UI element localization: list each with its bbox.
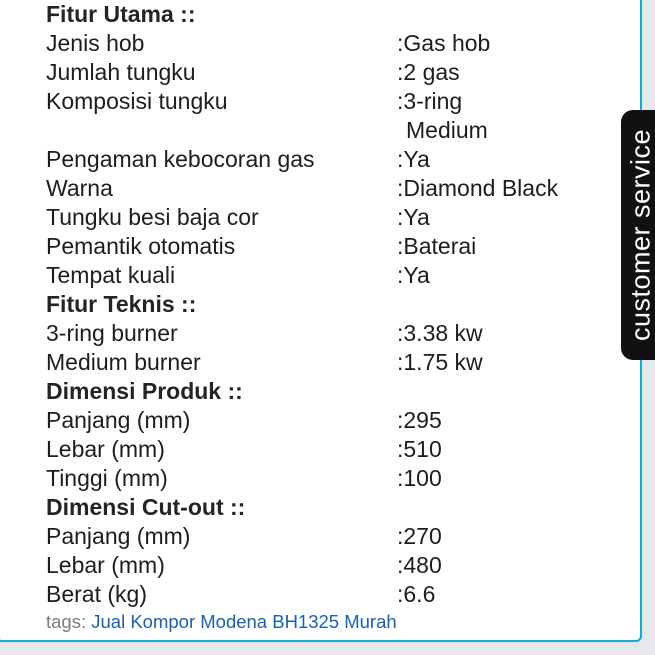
tags-label: tags:	[46, 611, 87, 632]
spec-section-heading	[46, 290, 606, 319]
spec-row	[46, 174, 606, 203]
spec-row	[46, 435, 606, 464]
spec-value: :6.6	[397, 581, 436, 607]
spec-value: Medium	[406, 117, 488, 143]
tag-link[interactable]: Jual Kompor Modena BH1325 Murah	[91, 611, 397, 632]
spec-value: :100	[397, 465, 442, 491]
spec-row	[46, 261, 606, 290]
spec-value: :270	[397, 523, 442, 549]
spec-label: Panjang (mm)	[46, 407, 191, 433]
section-title: Fitur Teknis ::	[46, 291, 197, 317]
spec-row	[46, 29, 606, 58]
spec-value: :Baterai	[397, 233, 477, 259]
spec-row	[46, 87, 606, 116]
spec-value: :Ya	[397, 262, 430, 288]
spec-label: Lebar (mm)	[46, 552, 165, 578]
spec-value: :Ya	[397, 146, 430, 172]
spec-row	[46, 406, 606, 435]
spec-value: :Ya	[397, 204, 430, 230]
spec-label: Jumlah tungku	[46, 59, 196, 85]
customer-service-label: customer service	[625, 128, 655, 342]
spec-row	[46, 522, 606, 551]
tags-line	[46, 609, 397, 635]
spec-value: :3-ring	[397, 88, 463, 114]
spec-value: :1.75 kw	[397, 349, 483, 375]
spec-label: Tungku besi baja cor	[46, 204, 259, 230]
spec-label: Medium burner	[46, 349, 201, 375]
spec-label: 3-ring burner	[46, 320, 178, 346]
spec-row	[46, 348, 606, 377]
spec-value: :510	[397, 436, 442, 462]
spec-value: :Diamond Black	[397, 175, 559, 201]
spec-row	[46, 580, 606, 609]
spec-row	[46, 464, 606, 493]
spec-section-heading	[46, 377, 606, 406]
spec-label: Tempat kuali	[46, 262, 176, 288]
spec-label: Lebar (mm)	[46, 436, 165, 462]
spec-row	[46, 145, 606, 174]
spec-label: Jenis hob	[46, 30, 145, 56]
spec-row	[46, 232, 606, 261]
spec-value: :295	[397, 407, 442, 433]
spec-value: :480	[397, 552, 442, 578]
spec-section-heading	[46, 0, 606, 29]
spec-row	[46, 551, 606, 580]
spec-label: Warna	[46, 175, 113, 201]
spec-value: :Gas hob	[397, 30, 491, 56]
spec-list	[46, 0, 606, 609]
spec-label: Tinggi (mm)	[46, 465, 168, 491]
section-title: Dimensi Produk ::	[46, 378, 243, 404]
spec-row	[46, 203, 606, 232]
spec-section-heading	[46, 493, 606, 522]
spec-label: Komposisi tungku	[46, 88, 228, 114]
section-title: Dimensi Cut-out ::	[46, 494, 246, 520]
spec-row	[46, 116, 606, 145]
spec-value: :2 gas	[397, 59, 460, 85]
section-title: Fitur Utama ::	[46, 1, 196, 27]
spec-value: :3.38 kw	[397, 320, 483, 346]
spec-label: Panjang (mm)	[46, 523, 191, 549]
spec-label: Pengaman kebocoran gas	[46, 146, 315, 172]
spec-row	[46, 58, 606, 87]
customer-service-tab[interactable]	[621, 110, 655, 360]
spec-label: Berat (kg)	[46, 581, 147, 607]
spec-row	[46, 319, 606, 348]
spec-label: Pemantik otomatis	[46, 233, 236, 259]
